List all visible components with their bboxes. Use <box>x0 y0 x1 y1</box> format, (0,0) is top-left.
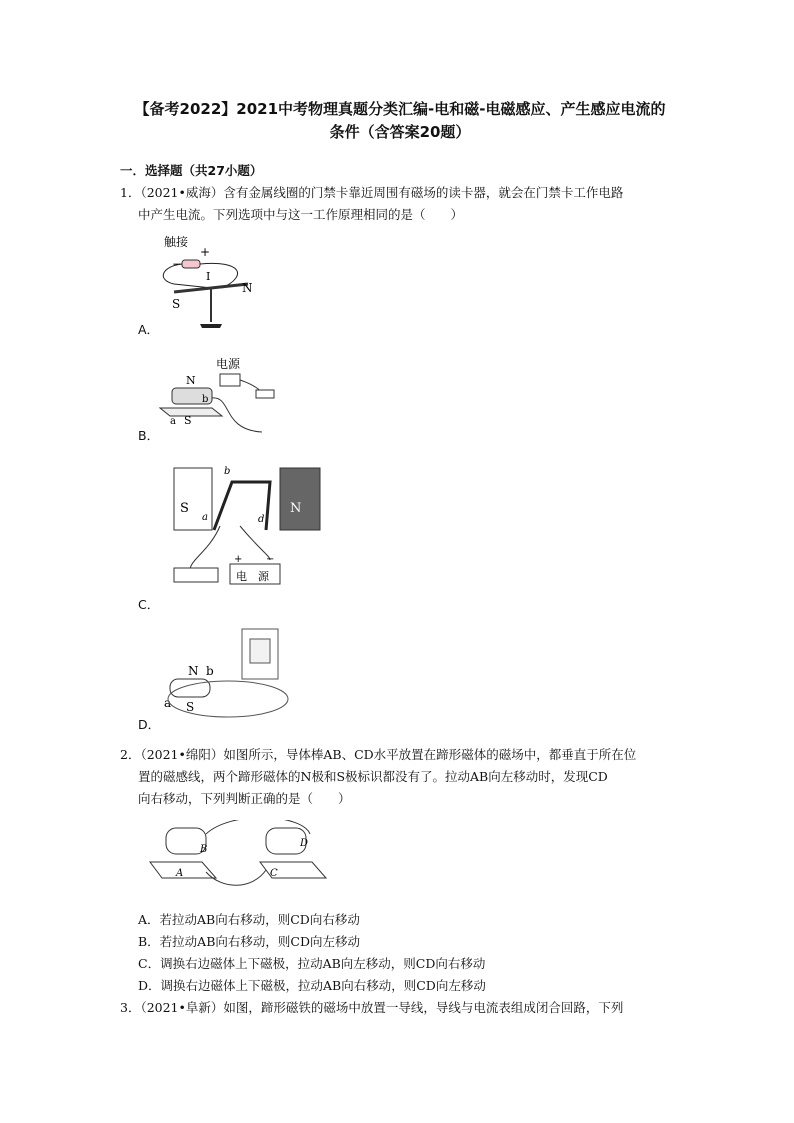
q1-option-a: A． <box>138 322 160 337</box>
q1-option-c: C． <box>138 597 160 612</box>
q2-figure <box>142 820 342 890</box>
svg-text:+: + <box>200 245 211 259</box>
svg-text:d: d <box>258 514 265 525</box>
svg-text:电 源: 电 源 <box>236 570 269 583</box>
section-heading: 一．选择题（共27小题） <box>120 163 263 178</box>
q1-figure-c <box>170 460 340 600</box>
q1-figure-d <box>158 625 298 725</box>
q2-option-c: C．调换右边磁体上下磁极，拉动AB向左移动，则CD向右移动 <box>138 956 486 971</box>
page-title-line1: 【备考2022】2021中考物理真题分类汇编-电和磁-电磁感应、产生感应电流的 <box>134 100 666 118</box>
q2-option-a: A．若拉动AB向右移动，则CD向右移动 <box>138 912 360 927</box>
svg-text:b: b <box>224 466 231 477</box>
svg-text:S: S <box>172 297 181 311</box>
page-title-line2: 条件（含答案20题） <box>329 123 471 141</box>
svg-text:S: S <box>186 700 195 714</box>
svg-text:b: b <box>202 394 209 405</box>
svg-text:S: S <box>184 414 192 427</box>
svg-text:D: D <box>300 838 309 849</box>
svg-text:S: S <box>180 501 189 516</box>
svg-text:电源: 电源 <box>216 357 241 371</box>
q2-option-b: B．若拉动AB向右移动，则CD向左移动 <box>138 934 360 949</box>
q1-figure-a <box>152 232 272 332</box>
q3-stem-line1: 3．（2021•阜新）如图，蹄形磁铁的磁场中放置一导线，导线与电流表组成闭合回路，下列 <box>120 1000 624 1015</box>
svg-text:b: b <box>206 664 214 678</box>
q1-stem-line1: 1．（2021•威海）含有金属线圈的门禁卡靠近周围有磁场的读卡器，就会在门禁卡工作电路 <box>120 185 624 200</box>
svg-text:C: C <box>270 868 278 879</box>
svg-text:A: A <box>176 868 184 879</box>
svg-text:a: a <box>202 512 208 523</box>
svg-text:−: − <box>172 257 183 271</box>
fig-a-touch-label: 触接 <box>164 235 189 249</box>
q1-stem-line2: 中产生电流。下列选项中与这一工作原理相同的是（ ） <box>138 207 464 222</box>
q2-stem-line1: 2．（2021•绵阳）如图所示，导体棒AB、CD水平放置在蹄形磁体的磁场中，都垂直于所在位 <box>120 747 637 762</box>
svg-text:N: N <box>188 664 199 678</box>
svg-text:a: a <box>164 696 172 710</box>
svg-text:I: I <box>206 270 211 283</box>
svg-text:−: − <box>266 554 275 565</box>
q1-figure-b <box>152 356 292 436</box>
svg-text:N: N <box>186 374 196 387</box>
svg-text:N: N <box>242 281 253 295</box>
q2-option-d: D．调换右边磁体上下磁极，拉动AB向右移动，则CD向左移动 <box>138 978 486 993</box>
q2-stem-line3: 向右移动，下列判断正确的是（ ） <box>138 791 351 806</box>
svg-text:+: + <box>234 554 243 565</box>
svg-text:B: B <box>200 844 208 855</box>
q1-option-b: B． <box>138 428 160 443</box>
svg-text:N: N <box>290 501 302 516</box>
q2-stem-line2: 置的磁感线，两个蹄形磁体的N极和S极标识都没有了。拉动AB向左移动时，发现CD <box>138 769 608 784</box>
svg-text:a: a <box>170 416 176 427</box>
q1-option-d: D． <box>138 717 161 732</box>
